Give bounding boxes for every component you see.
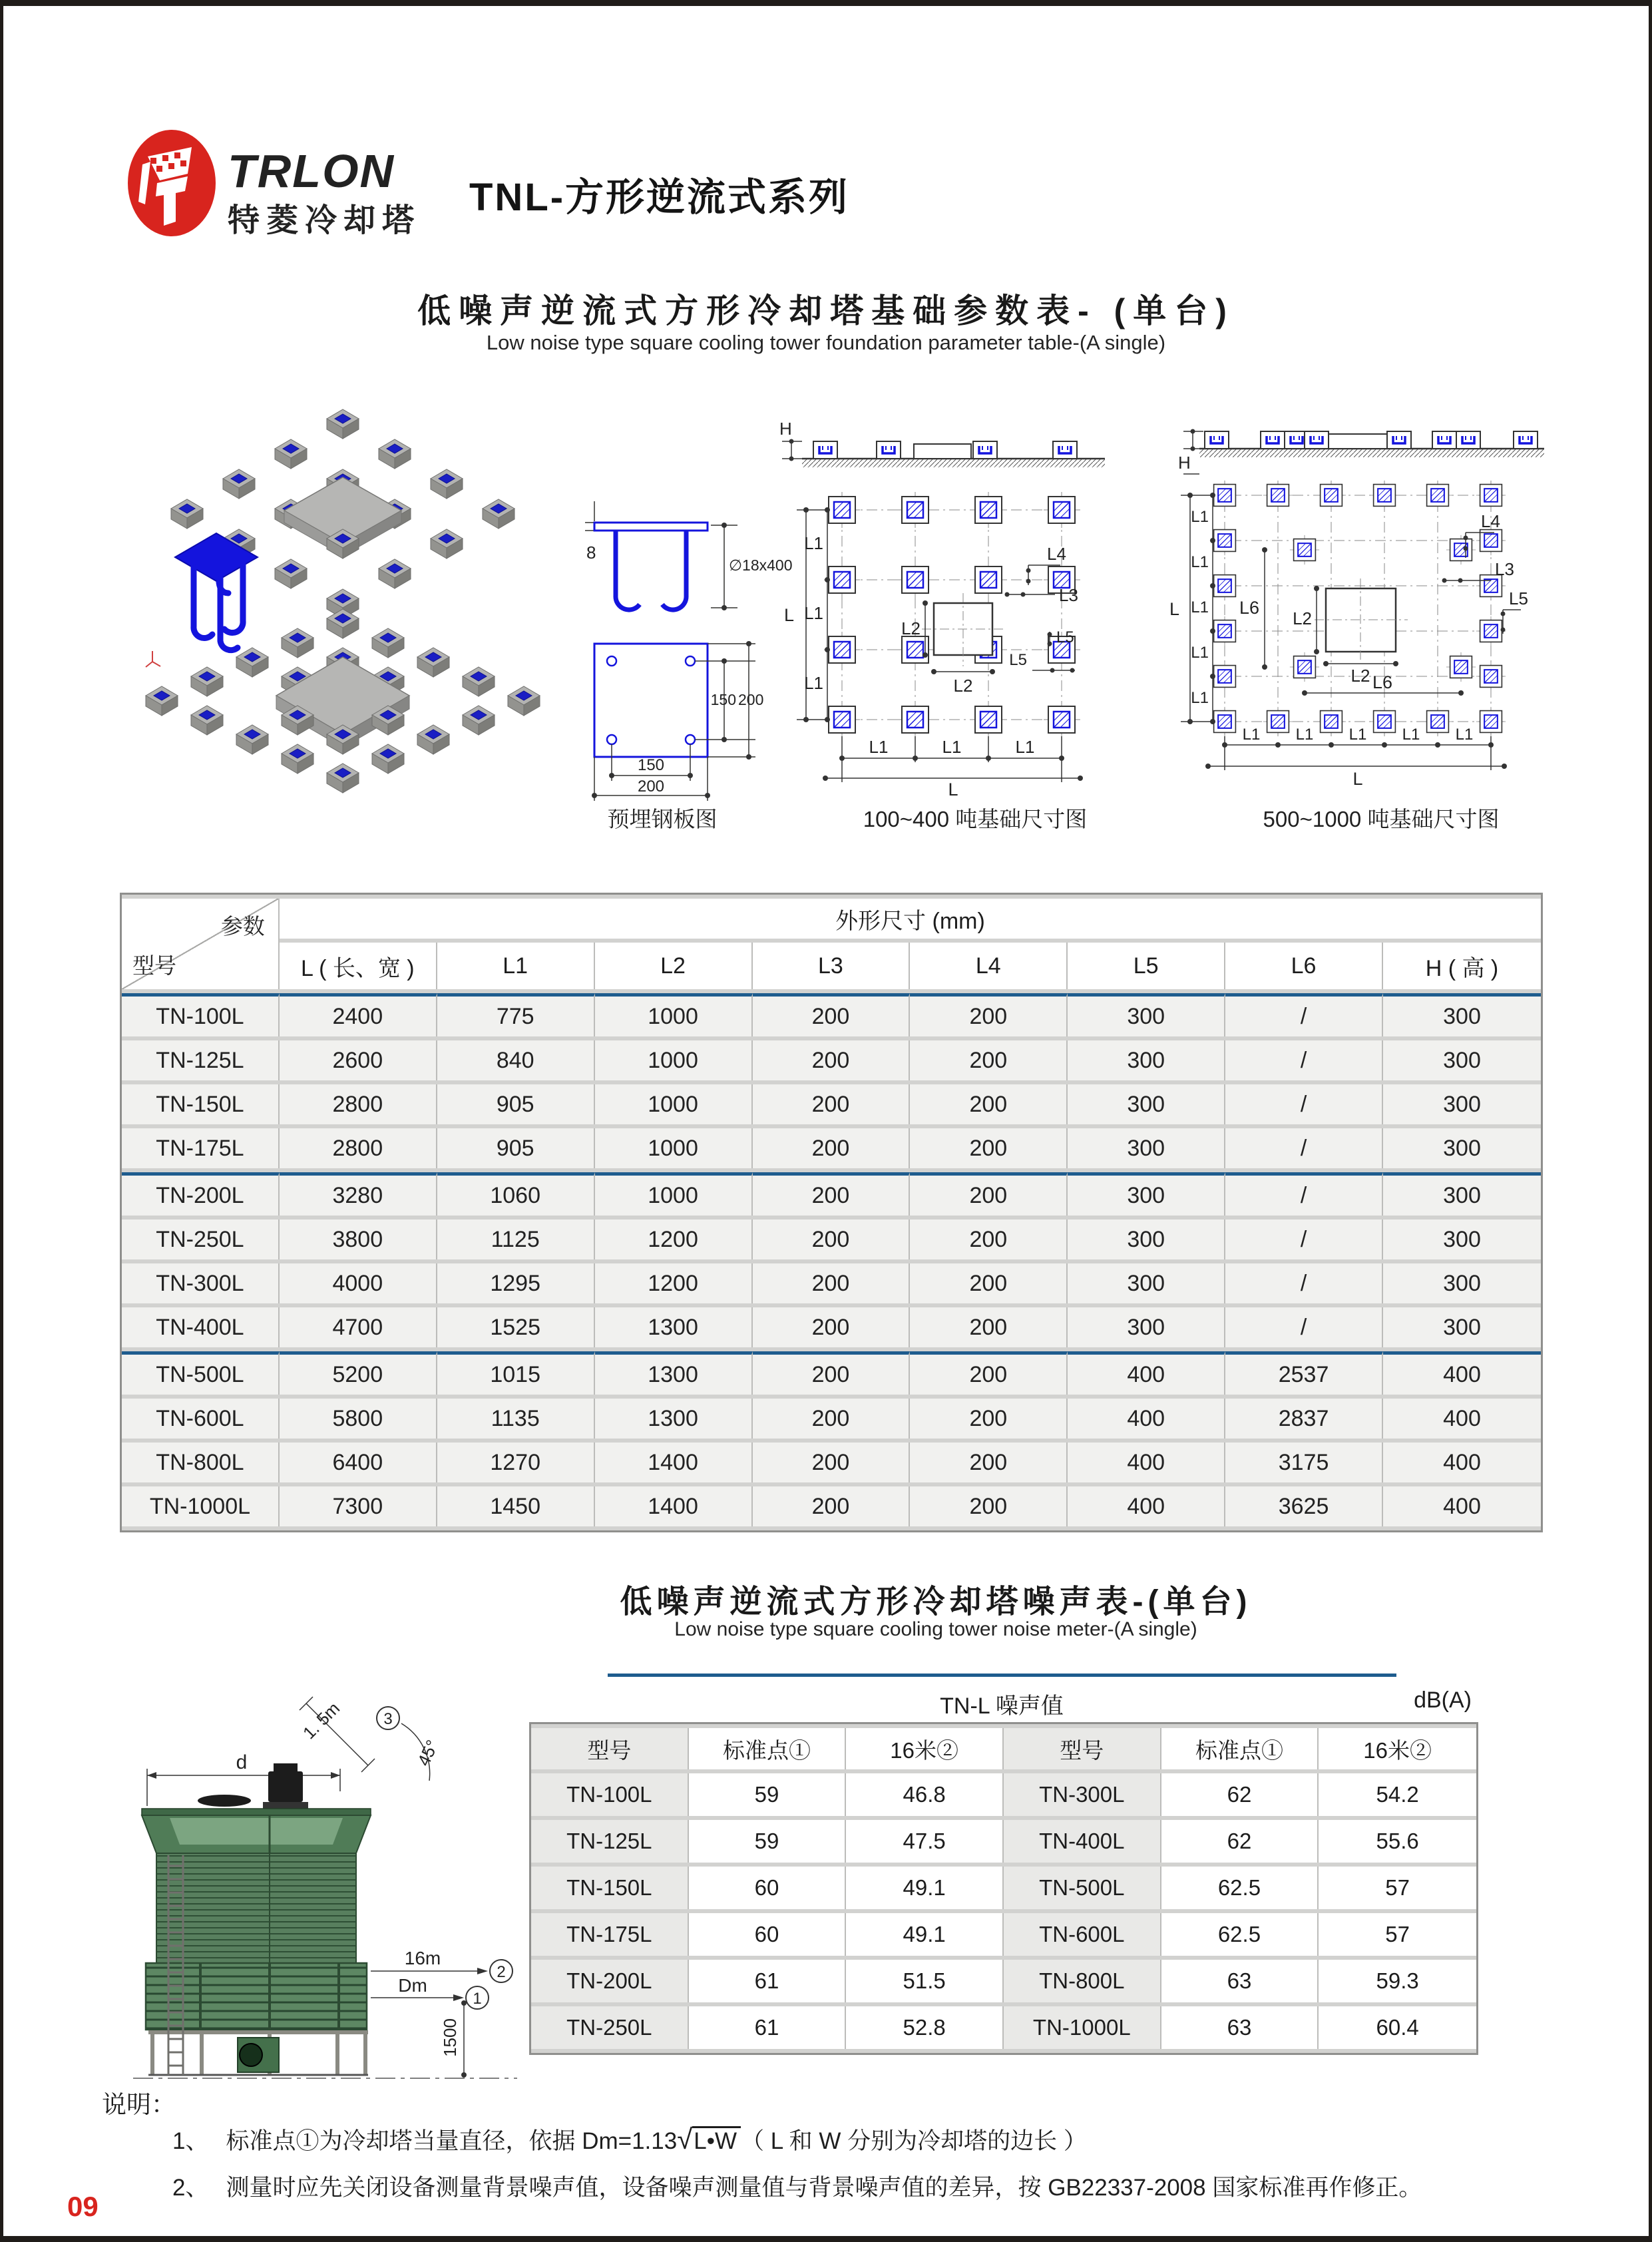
dim-L-bottom: L — [1352, 769, 1363, 789]
table-cell: / — [1225, 1220, 1383, 1259]
plan-dim-200v: 200 — [738, 691, 764, 708]
table-cell: 63 — [1161, 1960, 1319, 2002]
table-cell: 1015 — [437, 1351, 595, 1395]
table-cell: 52.8 — [846, 2006, 1004, 2049]
dim-L1: L1 — [804, 533, 823, 553]
table-cell: / — [1225, 1040, 1383, 1080]
model-cell: TN-200L — [531, 1960, 689, 2002]
table-cell: 300 — [1068, 1128, 1225, 1168]
table-cell: 1300 — [595, 1399, 753, 1439]
table-row — [531, 1820, 1476, 1863]
col-header: L3 — [753, 943, 911, 989]
table-cell: 905 — [437, 1084, 595, 1124]
dim-L1: L1 — [1191, 689, 1209, 707]
dim-L-left: L — [783, 605, 794, 625]
table-cell: 60.4 — [1319, 2006, 1476, 2049]
table-cell: 300 — [1383, 1172, 1541, 1216]
col-header: L4 — [910, 943, 1068, 989]
sqrt-icon: √ — [677, 2124, 693, 2155]
plate-hooks — [616, 531, 686, 610]
caption-plan-500-1000: 500~1000 吨基础尺寸图 — [1263, 807, 1500, 831]
table-cell: 1295 — [437, 1263, 595, 1303]
table-cell: 4700 — [280, 1307, 437, 1347]
table-cell: 200 — [753, 1128, 911, 1168]
dim-45deg: 45° — [413, 1737, 443, 1769]
table-cell: 4000 — [280, 1263, 437, 1303]
table-row — [531, 1960, 1476, 2002]
table-cell: 400 — [1383, 1443, 1541, 1482]
col-header: L6 — [1225, 943, 1383, 989]
dim-L-left: L — [1169, 599, 1179, 619]
note-2-text: 测量时应先关闭设备测量背景噪声值，设备噪声测量值与背景噪声值的差异，按 GB22337-2008 国家标准再作修正。 — [226, 2175, 1422, 2201]
dim-1500: 1500 — [440, 2018, 460, 2057]
table-cell: 200 — [753, 1220, 911, 1259]
plan-dim-150h: 150 — [637, 756, 665, 774]
note-1-text-a: 标准点①为冷却塔当量直径，依据 Dm=1.13 — [226, 2128, 678, 2154]
table-cell: 6400 — [280, 1443, 437, 1482]
point-2-badge: 2 — [497, 1963, 506, 1981]
table-cell: 1400 — [595, 1443, 753, 1482]
dim-L1: L1 — [1191, 598, 1209, 616]
foundation-title-en: Low noise type square cooling tower foundation parameter table-(A single) — [486, 331, 1166, 354]
table-row — [122, 1307, 1541, 1347]
dim-L-bottom: L — [948, 780, 958, 799]
table-cell: 200 — [753, 1084, 911, 1124]
table-row — [122, 1220, 1541, 1259]
table-cell: 200 — [753, 993, 911, 1036]
table-cell: 1135 — [437, 1399, 595, 1439]
dim-L1: L1 — [1015, 737, 1035, 757]
table-cell: 2800 — [280, 1128, 437, 1168]
table-cell: 400 — [1068, 1486, 1225, 1526]
table-cell: 840 — [437, 1040, 595, 1080]
dim-16m: 16m — [404, 1948, 441, 1968]
table-cell: 2800 — [280, 1084, 437, 1124]
table-cell: 300 — [1068, 1220, 1225, 1259]
point-3-badge: 3 — [383, 1710, 393, 1728]
model-cell: TN-400L — [122, 1307, 280, 1347]
table-cell: 200 — [753, 1443, 911, 1482]
steel-plate-drawing — [574, 484, 794, 803]
series-title: TNL-方形逆流式系列 — [469, 176, 850, 219]
point-1-badge: 1 — [473, 1990, 482, 2008]
tower-body — [142, 1763, 371, 2075]
model-cell: TN-250L — [122, 1220, 280, 1259]
table-cell: 1000 — [595, 1040, 753, 1080]
caption-plate: 预埋钢板图 — [607, 807, 718, 831]
table-cell: 300 — [1068, 1172, 1225, 1216]
table-cell: 61 — [689, 1960, 847, 2002]
foundation-plan-500-1000 — [1158, 369, 1551, 798]
table-cell: 1400 — [595, 1486, 753, 1526]
dim-L4: L4 — [1047, 544, 1066, 564]
model-cell: TN-125L — [122, 1040, 280, 1080]
table-row — [122, 1263, 1541, 1303]
table-cell: 5200 — [280, 1351, 437, 1395]
foundation-plan-100-400 — [762, 373, 1112, 799]
table-cell: / — [1225, 1128, 1383, 1168]
col-header: L1 — [437, 943, 595, 989]
table-cell: 57 — [1319, 1913, 1476, 1956]
table-cell: 3175 — [1225, 1443, 1383, 1482]
table-cell: 46.8 — [846, 1773, 1004, 1816]
table-cell: 300 — [1383, 1084, 1541, 1124]
table-cell: 200 — [910, 1263, 1068, 1303]
table-cell: / — [1225, 1172, 1383, 1216]
model-cell: TN-1000L — [122, 1486, 280, 1526]
table-cell: 200 — [910, 1172, 1068, 1216]
table-cell: 62.5 — [1161, 1913, 1319, 1956]
table-cell: / — [1225, 1263, 1383, 1303]
table-cell: 62 — [1161, 1773, 1319, 1816]
foundation-title-cn: 低噪声逆流式方形冷却塔基础参数表- (单台) — [417, 292, 1235, 330]
table-cell: 300 — [1383, 1040, 1541, 1080]
noise-table-title: TN-L 噪声值 — [940, 1693, 1064, 1719]
table-cell: 200 — [753, 1307, 911, 1347]
table-row — [122, 1486, 1541, 1526]
table-cell: 300 — [1383, 1128, 1541, 1168]
model-cell: TN-100L — [531, 1773, 689, 1816]
column-header-row — [531, 1728, 1476, 1769]
table-row — [122, 1040, 1541, 1080]
table-cell: 5800 — [280, 1399, 437, 1439]
plate-anchor-spec-label: ∅18x400 — [729, 557, 793, 574]
col-header: 16米② — [1319, 1728, 1476, 1769]
dim-L1: L1 — [1455, 726, 1474, 744]
note-2 — [172, 2169, 1422, 2203]
dim-L1: L1 — [1348, 726, 1367, 744]
table-cell: 300 — [1068, 993, 1225, 1036]
table-cell: 300 — [1383, 1263, 1541, 1303]
table-cell: 2837 — [1225, 1399, 1383, 1439]
corner-label-param: 参数 — [220, 914, 265, 939]
table-cell: 1125 — [437, 1220, 595, 1259]
caption-plan-100-400: 100~400 吨基础尺寸图 — [863, 807, 1088, 831]
table-cell: 49.1 — [846, 1913, 1004, 1956]
table-cell: 200 — [753, 1040, 911, 1080]
col-header: L5 — [1068, 943, 1225, 989]
table-cell: 200 — [910, 1084, 1068, 1124]
table-cell: 51.5 — [846, 1960, 1004, 2002]
cooling-tower-drawing — [70, 1644, 522, 2083]
model-cell: TN-150L — [531, 1867, 689, 1909]
plate-dim-lines — [585, 501, 737, 608]
dim-L2h: L2 — [953, 676, 973, 696]
col-header: L2 — [595, 943, 753, 989]
table-cell: 200 — [910, 1486, 1068, 1526]
col-header: H ( 高 ) — [1383, 943, 1541, 989]
dim-L6v: L6 — [1239, 598, 1259, 618]
table-row — [531, 1913, 1476, 1956]
table-cell: 2537 — [1225, 1351, 1383, 1395]
table-cell: / — [1225, 1084, 1383, 1124]
table-cell: 60 — [689, 1867, 847, 1909]
table-row — [122, 1128, 1541, 1168]
page-number: 09 — [67, 2191, 99, 2222]
dim-L3: L3 — [1495, 559, 1514, 579]
column-header-row — [122, 943, 1541, 989]
plan-dim-150v: 150 — [710, 691, 736, 708]
col-header: 标准点① — [689, 1728, 847, 1769]
dim-L5: L5 — [1009, 651, 1027, 669]
table-row — [531, 1773, 1476, 1816]
table-row — [122, 1443, 1541, 1482]
table-cell: 1060 — [437, 1172, 595, 1216]
table-cell: 1000 — [595, 1172, 753, 1216]
noise-table-head — [529, 1674, 1474, 1718]
model-cell: TN-300L — [122, 1263, 280, 1303]
group-header: 外形尺寸 (mm) — [280, 899, 1541, 939]
logo-brand-text: TRLON — [228, 145, 395, 197]
table-cell: 7300 — [280, 1486, 437, 1526]
table-row — [122, 1351, 1541, 1395]
model-cell: TN-250L — [531, 2006, 689, 2049]
table-cell: 400 — [1383, 1399, 1541, 1439]
table-cell: 61 — [689, 2006, 847, 2049]
table-cell: / — [1225, 1307, 1383, 1347]
dim-d: d — [236, 1751, 248, 1773]
dim-L2v: L2 — [901, 618, 921, 638]
table-cell: 200 — [910, 1220, 1068, 1259]
table-cell: / — [1225, 993, 1383, 1036]
table-cell: 200 — [910, 1399, 1068, 1439]
table-cell: 1000 — [595, 993, 753, 1036]
table-cell: 200 — [753, 1486, 911, 1526]
table-cell: 300 — [1068, 1040, 1225, 1080]
model-cell: TN-125L — [531, 1820, 689, 1863]
dim-L1: L1 — [942, 737, 962, 757]
plate-thickness-label: 8 — [586, 543, 596, 562]
isometric-foundation-drawing — [136, 365, 556, 805]
table-cell: 1200 — [595, 1263, 753, 1303]
table-cell: 200 — [753, 1351, 911, 1395]
table-cell: 3800 — [280, 1220, 437, 1259]
model-cell: TN-600L — [122, 1399, 280, 1439]
table-cell: 60 — [689, 1913, 847, 1956]
corner-label-model: 型号 — [132, 953, 176, 978]
table-cell: 400 — [1383, 1351, 1541, 1395]
ground-hatch — [1199, 449, 1544, 457]
table-cell: 200 — [753, 1172, 911, 1216]
dim-H: H — [779, 419, 792, 439]
anchor-plate-icon — [175, 533, 258, 650]
table-cell: 1300 — [595, 1351, 753, 1395]
col-header: 标准点① — [1161, 1728, 1319, 1769]
col-header: L ( 长、宽 ) — [280, 943, 437, 989]
table-cell: 62 — [1161, 1820, 1319, 1863]
note-1 — [172, 2123, 1087, 2156]
elev-dims — [782, 441, 802, 459]
corner-cell — [122, 899, 280, 989]
dim-H: H — [1178, 453, 1191, 473]
table-cell: 200 — [910, 1307, 1068, 1347]
model-cell: TN-500L — [1004, 1867, 1161, 1909]
col-header: 型号 — [531, 1728, 689, 1769]
dim-L2h: L2 — [1350, 666, 1370, 686]
dim-L1: L1 — [1191, 553, 1209, 571]
ground-hatch — [802, 459, 1105, 467]
table-cell: 1450 — [437, 1486, 595, 1526]
table-cell: 300 — [1068, 1084, 1225, 1124]
table-cell: 200 — [910, 1040, 1068, 1080]
table-cell: 300 — [1383, 1220, 1541, 1259]
table-cell: 59.3 — [1319, 1960, 1476, 2002]
dim-L5: L5 — [1509, 588, 1528, 608]
table-cell: 2400 — [280, 993, 437, 1036]
note-1-sqrt-value: L•W — [692, 2126, 741, 2154]
note-2-number: 2、 — [172, 2175, 209, 2201]
table-cell: 47.5 — [846, 1820, 1004, 1863]
notes-label: 说明： — [102, 2091, 176, 2118]
table-cell: 2600 — [280, 1040, 437, 1080]
dim-L1: L1 — [869, 737, 889, 757]
foundation-table — [120, 893, 1543, 1532]
noise-unit: dB(A) — [1414, 1687, 1472, 1713]
plan-dim-lines — [594, 644, 755, 801]
model-cell: TN-175L — [531, 1913, 689, 1956]
table-row — [122, 1172, 1541, 1216]
note-1-text-b: （ L 和 W 分别为冷却塔的边长 ） — [741, 2128, 1087, 2154]
table-cell: 300 — [1068, 1307, 1225, 1347]
table-row — [122, 1399, 1541, 1439]
model-cell: TN-1000L — [1004, 2006, 1161, 2049]
dim-Dm: Dm — [398, 1975, 427, 1996]
model-cell: TN-200L — [122, 1172, 280, 1216]
table-cell: 200 — [910, 1443, 1068, 1482]
noise-title-cn: 低噪声逆流式方形冷却塔噪声表-(单台) — [620, 1584, 1252, 1620]
model-cell: TN-800L — [1004, 1960, 1161, 2002]
table-cell: 400 — [1383, 1486, 1541, 1526]
table-row — [122, 993, 1541, 1036]
dim-L6h: L6 — [1372, 672, 1393, 692]
table-cell: 300 — [1383, 993, 1541, 1036]
table-cell: 59 — [689, 1773, 847, 1816]
table-cell: 1525 — [437, 1307, 595, 1347]
table-cell: 54.2 — [1319, 1773, 1476, 1816]
dim-L1: L1 — [1191, 508, 1209, 526]
dim-L1: L1 — [1242, 726, 1261, 744]
table-cell: 200 — [910, 1351, 1068, 1395]
table-cell: 200 — [910, 1128, 1068, 1168]
model-cell: TN-100L — [122, 993, 280, 1036]
note-1-number: 1、 — [172, 2128, 209, 2154]
plan-dim-200h: 200 — [637, 778, 665, 795]
table-row — [122, 1084, 1541, 1124]
table-row — [531, 1867, 1476, 1909]
model-cell: TN-800L — [122, 1443, 280, 1482]
col-header: 型号 — [1004, 1728, 1161, 1769]
model-cell: TN-300L — [1004, 1773, 1161, 1816]
model-cell: TN-150L — [122, 1084, 280, 1124]
table-cell: 57 — [1319, 1867, 1476, 1909]
dim-L5: L5 — [1056, 628, 1074, 646]
noise-title-en: Low noise type square cooling tower noise meter-(A single) — [674, 1618, 1197, 1640]
table-cell: 1300 — [595, 1307, 753, 1347]
table-cell: 63 — [1161, 2006, 1319, 2049]
table-cell: 400 — [1068, 1399, 1225, 1439]
table-cell: 905 — [437, 1128, 595, 1168]
table-cell: 1270 — [437, 1443, 595, 1482]
noise-table — [529, 1722, 1478, 2055]
logo-brand-cn-text: 特菱冷却塔 — [228, 203, 421, 238]
dim-L1: L1 — [804, 673, 823, 693]
plate-bolt-holes — [607, 656, 695, 744]
table-cell: 200 — [753, 1399, 911, 1439]
table-cell: 3280 — [280, 1172, 437, 1216]
model-cell: TN-600L — [1004, 1913, 1161, 1956]
dim-L1: L1 — [804, 603, 823, 623]
dim-L4: L4 — [1481, 511, 1500, 531]
model-cell: TN-400L — [1004, 1820, 1161, 1863]
dim-L3: L3 — [1059, 585, 1078, 605]
table-cell: 400 — [1068, 1351, 1225, 1395]
dim-L1: L1 — [1191, 644, 1209, 662]
table-cell: 1000 — [595, 1084, 753, 1124]
col-header: 16米② — [846, 1728, 1004, 1769]
model-cell: TN-175L — [122, 1128, 280, 1168]
dim-L2v: L2 — [1293, 608, 1312, 628]
table-cell: 3625 — [1225, 1486, 1383, 1526]
table-cell: 62.5 — [1161, 1867, 1319, 1909]
table-cell: 1000 — [595, 1128, 753, 1168]
table-cell: 59 — [689, 1820, 847, 1863]
table-cell: 300 — [1068, 1263, 1225, 1303]
table-cell: 1200 — [595, 1220, 753, 1259]
table-cell: 55.6 — [1319, 1820, 1476, 1863]
table-cell: 775 — [437, 993, 595, 1036]
table-row — [531, 2006, 1476, 2049]
axis-icon — [146, 651, 160, 667]
table-cell: 200 — [753, 1263, 911, 1303]
dim-L1: L1 — [1295, 726, 1314, 744]
table-cell: 300 — [1383, 1307, 1541, 1347]
model-cell: TN-500L — [122, 1351, 280, 1395]
dim-1-5m: 1. 5m — [299, 1698, 344, 1743]
table-cell: 49.1 — [846, 1867, 1004, 1909]
plate-side-view — [594, 523, 708, 531]
table-cell: 400 — [1068, 1443, 1225, 1482]
table-cell: 200 — [910, 993, 1068, 1036]
dim-L1: L1 — [1402, 726, 1420, 744]
